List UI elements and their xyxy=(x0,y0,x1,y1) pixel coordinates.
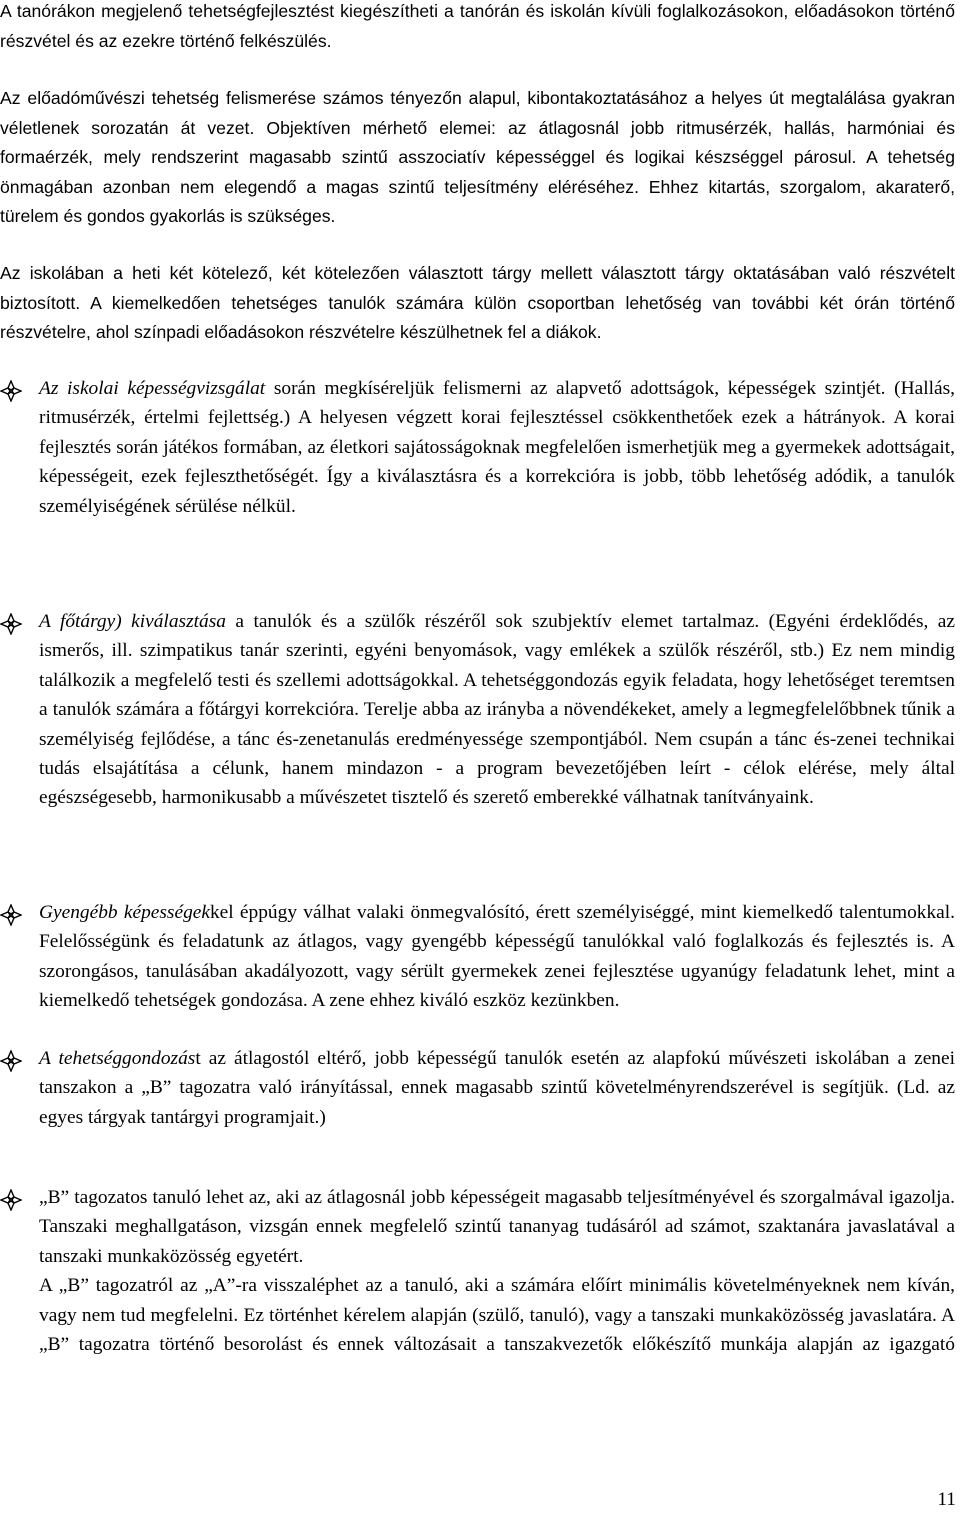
item-text: kel éppúgy válhat valaki önmegvalósító, érett személyiséggé, mint kiemelkedő talentumokkal. Felelősségünk és feladatunk az átlagos, vagy gyengébb képességű tanulókkal való foglalkozás és fejlesztés is. A szorongásos, tanulásában akadályozott, vagy sérült gyermekek zenei fejlesztése ugyanúgy feladatunk lehet, mint a kiemelkedő tehetségek gondozása. A zene ehhez kiváló eszköz kezünkben. xyxy=(39,902,955,1012)
diamond-bullet-icon xyxy=(0,904,22,926)
paragraph-text: Az iskolában a heti két kötelező, két kötelezően választott tárgy mellett választott tárgy oktatásában való részvételt biztosított. A kiemelkedően tehetséges tanulók számára külön csoportban lehetőség van további két órán történő részvételre, ahol színpadi előadásokon részvételre készülhetnek fel a diákok. xyxy=(0,263,955,342)
diamond-bullet-icon xyxy=(0,1189,22,1211)
diamond-bullet-icon xyxy=(0,380,22,402)
page-number: 11 xyxy=(937,1489,956,1510)
item-lead: Gyengébb képességek xyxy=(39,902,210,923)
paragraph-text: A tanórákon megjelenő tehetségfejlesztést kiegészítheti a tanórán és iskolán kívüli foglalkozásokon, előadásokon történő részvétel és az ezekre történő felkészülés. xyxy=(0,1,955,51)
list-item-talent-care xyxy=(0,1044,955,1132)
intro-paragraph xyxy=(0,0,955,56)
diamond-bullet-icon xyxy=(0,1050,22,1072)
list-item-main-subject xyxy=(0,607,955,813)
item-text: t az átlagostól eltérő, jobb képességű tanulók esetén az alapfokú művészeti iskolában a zenei tanszakon a „B” tagozatra való irányítással, ennek magasabb szintű követelményrendszerével is segítjük. (Ld. az egyes tárgyak tantárgyi programjait.) xyxy=(39,1048,955,1128)
school-paragraph xyxy=(0,259,955,348)
diamond-bullet-icon xyxy=(0,613,22,635)
item-text: „B” tagozatos tanuló lehet az, aki az átlagosnál jobb képességeit magasabb teljesítményével és szorgalmával igazolja. Tanszaki meghallgatáson, vizsgán ennek megfelelő szintű tananyag tudásáról ad számot, szaktanára javaslatával a tanszaki munkaközösség egyetért. xyxy=(39,1187,955,1267)
list-item-weaker-abilities xyxy=(0,898,955,1016)
item-lead: A tehetséggondozás xyxy=(39,1048,196,1069)
talent-paragraph xyxy=(0,84,955,232)
item-text-continued: A „B” tagozatról az „A”-ra visszaléphet az a tanuló, aki a számára előírt minimális követelményeknek nem kíván, vagy nem tud megfelelni. Ez történhet kérelem alapján (szülő, tanuló), vagy a tanszaki munkaközösség javaslatára. A „B” tagozatra történő besorolást és ennek változásait a tanszakvezetők előkészítő munkája alapján az igazgató xyxy=(39,1275,955,1356)
item-lead: A főtárgy) kiválasztása xyxy=(39,611,226,632)
list-item-ability-test xyxy=(0,374,955,521)
item-text: a tanulók és a szülők részéről sok szubjektív elemet tartalmaz. (Egyéni érdeklődés, az ismerős, ill. szimpatikus tanár szerinti, egyéni benyomások, vagy emlékek a szülők részéről, stb.) Ez nem mindig találkozik a megfelelő testi és szellemi adottságokkal. A tehetséggondozás egyik feladata, hogy lehetőséget teremtsen a tanulók számára a főtárgyi korrekcióra. Terelje abba az irányba a növendékeket, amely a legmegfelelőbbnek tűnik a személyiség fejlődése, a tánc és-zenetanulás eredményessége szempontjából. Nem csupán a tánc és-zenei technikai tudás elsajátítása a célunk, hanem mindazon - a program bevezetőjében leírt - célok elérése, mely által egészségesebb, harmonikusabb a művészetet tisztelő és szerető emberekké válhatnak tanítványaink. xyxy=(39,611,955,809)
item-lead: Az iskolai képességvizsgálat xyxy=(39,378,266,399)
item-text: során megkíséreljük felismerni az alapvető adottságok, képességek szintjét. (Hallás, ritmusérzék, értelmi fejlettség.) A helyesen végzett korai fejlesztéssel csökkenthetőek ezek a hátrányok. A korai fejlesztés során játékos formában, az életkori sajátosságoknak megfelelően ismerhetjük meg a gyermekek adottságait, képességeit, ezek fejleszthetőségét. Így a kiválasztásra és a korrekcióra is jobb, több lehetőség adódik, a tanulók személyiségének sérülése nélkül. xyxy=(39,378,955,517)
list-item-b-stream xyxy=(0,1183,955,1359)
paragraph-text: Az előadóművészi tehetség felismerése számos tényezőn alapul, kibontakoztatásához a helyes út megtalálása gyakran véletlenek sorozatán át vezet. Objektíven mérhető elemei: az átlagosnál jobb ritmusérzék, hallás, harmóniai és formaérzék, mely rendszerint magasabb szintű asszociatív képességgel és logikai készséggel párosul. A tehetség önmagában azonban nem elegendő a magas szintű teljesítmény eléréséhez. Ehhez kitartás, szorgalom, akaraterő, türelem és gondos gyakorlás is szükséges. xyxy=(0,88,955,226)
